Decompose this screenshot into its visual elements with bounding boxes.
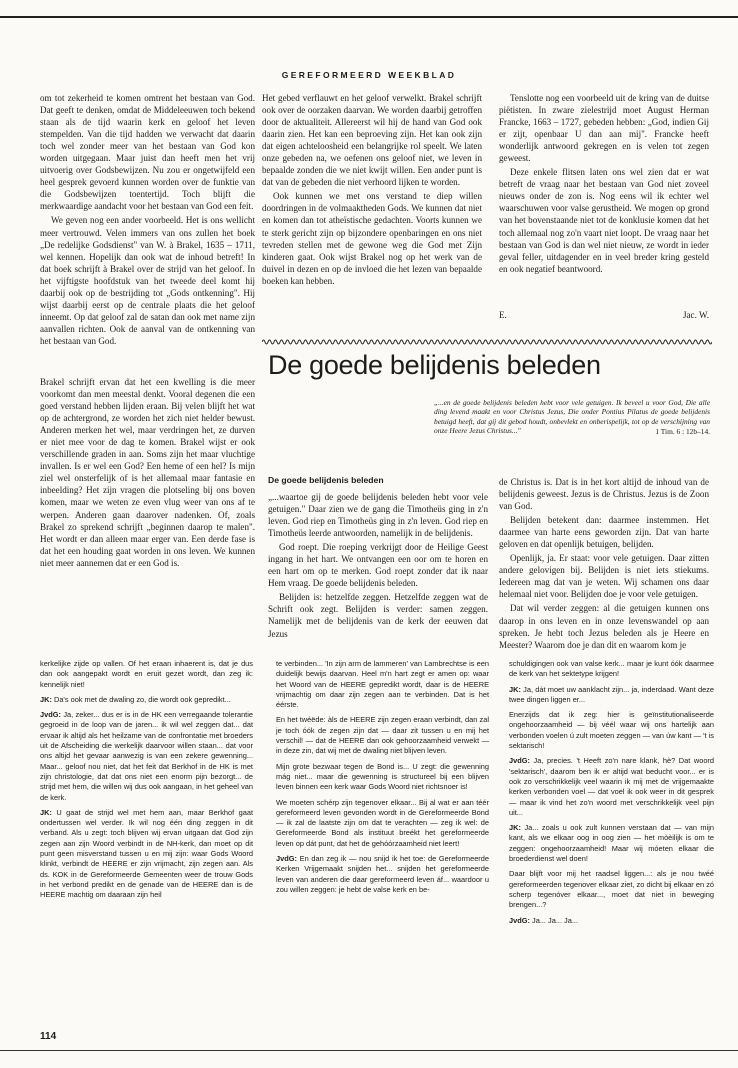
article-column-2 xyxy=(262,92,482,289)
speaker-label: JK: xyxy=(509,684,521,694)
signoff-left: E. xyxy=(499,310,507,320)
speaker-label: JK: xyxy=(40,807,52,817)
interview-paragraph xyxy=(509,659,714,680)
interview-paragraph xyxy=(40,710,253,803)
paragraph: Openlijk, ja. Er staat: voor vele getuigen. Daar zitten andere gelovigen bij. Belijden is niet iets stiekums. Iedereen mag dat van je weten. Wij schamen ons daar helemaal niet voor. Belijden doe je voor vele getuigen. xyxy=(499,553,709,600)
interview-paragraph xyxy=(276,854,489,895)
signoff-author: Jac. W. xyxy=(682,310,709,320)
epigraph-reference: 1 Tim. 6 : 12b–14. xyxy=(655,427,710,436)
interview-text: Mijn grote bezwaar tegen de Bond is... U zegt: die gewenning mág niet... maar die gewenning is structureel bij een blijven leven binnen een kerk waar Gods Woord niet richtsnoer is! xyxy=(276,761,489,792)
article-title: De goede belijdenis beleden xyxy=(268,350,601,380)
wavy-divider xyxy=(262,338,712,346)
interview-column-3 xyxy=(509,659,714,931)
paragraph: Deze enkele flitsen laten ons wel zien dat er wat betreft de vraag naar het bestaan van God niet zoveel nieuws onder de zon is. Nog eens wil ik echter wel waarschuwen voor valse gerustheid. We mogen op grond van het bovenstaande niet tot de konklusie komen dat het toch allemaal nog zo'n vaart niet loopt. De vraag naar het bestaan van God is dan wel niet nieuw, ze wordt in ieder geval feller, uitdagender en in veel breder kring gesteld en ook negatief beantwoord. xyxy=(499,167,709,274)
interview-paragraph xyxy=(509,756,714,818)
paragraph: We geven nog een ander voorbeeld. Het is ons wellicht meer vertrouwd. Velen immers van ons zullen het boek „De redelijke Godsdienst" van W. à Brakel, 1635 – 1711, wel kennen. Hopelijk dan ook wat de inhoud betreft! In dat boek schrijft à Brakel over de strijd van het geloof. In het vijftigste hoofdstuk van het tweede deel komt hij daarbij ook op de bestrijding tot „Gods ontkenning". Hij wijst daarbij eerst op de centrale plaats die het geloof inneemt. Op dat geloof zal de satan dan ook met name zijn aanvallen richten. Ook de aanval van de ontkenning van het bestaan van God. xyxy=(40,215,255,346)
interview-column-1 xyxy=(40,659,253,906)
speaker-label: JK: xyxy=(509,823,521,833)
interview-text: te verbinden... 'In zijn arm de lammeren' van Lambrechtse is een duidelijk bewijs daarvan. Heel m'n hart zegt er amen op: waar het Woord van de HEERE gepredikt wordt, daar is de HEERE vrijmachtig om daar zijn zegen aan te verbinden. Dat is het éérste. xyxy=(276,659,489,710)
speaker-label: JK: xyxy=(40,694,52,704)
interview-text: Ja... zoals u ook zult kunnen verstaan dat — van mijn kant, als we elkaar oog in oog zien — het mòèilijk is om te zeggen: ongehoorzaamheid! Maar wij móeten elkaar die broederdienst wel doen! xyxy=(509,823,714,864)
article-column-1 xyxy=(40,92,255,349)
interview-paragraph xyxy=(40,695,253,705)
interview-paragraph xyxy=(509,823,714,864)
paragraph: God roept. Die roeping verkrijgt door de Heilige Geest ingang in het hart. We ontvangen een oor om te horen en een hart om op te merken. God roept zonder dat ik naar Hem vraag. De goede belijdenis beleden. xyxy=(268,542,488,589)
interview-text: kerkelijke zijde op vallen. Of het eraan inhaerent is, dat je dus dan ook aangepakt wordt en eruit gezet wordt, dan zeg ik: kennelijk niet! xyxy=(40,659,253,689)
interview-text: We moeten schérp zijn tegenover elkaar... Bij al wat er aan téér gereformeerd leven gevonden wordt in de Gereformeerde Bond — ik zal de laatste zijn om dat te verachten — zeg ik wel: de Gereformeerde Bond als instituut breékt het gereformeerde leven op dát punt, dat het de gehóórzaamheid niet leert! xyxy=(276,797,489,848)
signoff xyxy=(499,310,709,320)
paragraph: Tenslotte nog een voorbeeld uit de kring van de duitse piëtisten. In zware zielestrijd moet August Herman Francke, 1663 – 1727, gebeden hebben: „God, indien Gij er zijt, openbaar U dan aan mij". Francke heeft wonderlijk antwoord gekregen en is velen tot zegen geweest. xyxy=(499,93,709,164)
speaker-label: JvdG: xyxy=(40,710,61,720)
interview-paragraph xyxy=(276,762,489,793)
paragraph: de Christus is. Dat is in het kort altijd de inhoud van de belijdenis geweest. Jezus is de Christus. Jezus is de Zoon van God. xyxy=(499,477,709,512)
interview-text: Ja, zeker... dus er is in de HK een verregaande tolerantie gegroeid in de loop van de jaren... ik wil wel zeggen dat... dat ervaar ik altijd als het heilzame van de confrontatie met broeders uit de Afscheiding die werkelijk daarvoor willen staan... dat voor ons altijd het gevaar aanwezig is van een zekere gewenning... Maar... geloof nou niet, dat het feit dat Berkhof in de HK is met zijn christologie, dat dat ons niet een enorm pijn bezorgt... de strijd met hem, die willen wij dus ook aangaan, in het geheel van de kerk. xyxy=(40,710,253,802)
interview-text: Da's ook met de dwaling zo, die wordt ook gepredikt... xyxy=(53,694,231,704)
interview-paragraph xyxy=(509,685,714,706)
paragraph: Het gebed verflauwt en het geloof verwelkt. Brakel schrijft ook over de oorzaken daarvan. We worden daarbij getroffen door de aktualiteit. Allereerst wil hij de hand van God ook daarin zien. Het kan een beproeving zijn. Het kan ook zijn dat eigen achteloosheid een belangrijke rol speelt. We laten onze gebeden na, we oefenen ons geloof niet, we leven in bepaalde zonden die we niet kwijt willen. Een ander punt is dat van de gebeden die niet verhoord lijken te worden. xyxy=(262,93,482,188)
paragraph: Belijden is: hetzelfde zeggen. Hetzelfde zeggen wat de Schrift ook zegt. Belijden is verder: samen zeggen. Namelijk met de belijdenis van de kerk der eeuwen dat Jezus xyxy=(268,592,488,639)
paragraph: om tot zekerheid te komen omtrent het bestaan van God. Dat geeft te denken, omdat de Middeleeuwen toch bekend staan als de tijd waarin kerk en geloof het leven stempelden. Van die tijd hadden we verwacht dat daarin toch wel zonder meer van het bestaan van God kon worden uitgegaan. Maar juist dan heeft men het vrij uitvoerig over Godsbewijzen. Nu zou er ongetwijfeld een heel gesprek gevoerd kunnen worden over de funktie van die Godsbewijzen toentertijd. Toch blijft die merkwaardige aandacht voor het bestaan van God een feit. xyxy=(40,93,255,212)
speaker-label: JvdG: xyxy=(509,915,530,925)
article-column-3 xyxy=(499,92,709,277)
article-column-1-continued xyxy=(40,376,255,571)
paragraph: „...waartoe gij de goede belijdenis beleden hebt voor vele getuigen." Daar zien we de gang die Timotheüs ging in z'n leven. God riep en Timotheüs ging in z'n leven. God riep en Timotheüs leerde antwoorden, namelijk in de belijdenis. xyxy=(268,492,488,539)
interview-text: U gaat de strijd wel met hem aan, maar Berkhof gaat ondertussen wel verder. Ik wil nog één ding zeggen in dit verband. Als u zegt: toch blijven wij ervan uitgaan dat God zijn zegen aan zijn Woord verbindt in de NH-kerk, dan moet op dit punt geen misverstand tussen u en mij zijn: waar Gods Woord klinkt, verbindt de HEERE er zijn vrijmacht, zijn zegen aan. Als ds. KOK in de Gereformeerde Gemeenten weer de trouw Gods in het verbond predikt en de genade van de HEERE dan is de HEERE machtig om daaraan zijn heil xyxy=(40,807,253,900)
interview-paragraph xyxy=(40,659,253,690)
speaker-label: JvdG: xyxy=(276,854,297,864)
paragraph: Ook kunnen we met ons verstand te diep willen doordringen in de volmaaktheden Gods. We kunnen dat niet en komen dan tot atheïstische gedachten. Voorts kunnen we te sterk gericht zijn op bijzondere openbaringen en ons niet tevreden stellen met de gewone weg die God met Zijn kinderen gaat. Ook wijst Brakel nog op het werk van de duivel in dezen en op de invloed die het lezen van bepaalde boeken kan hebben. xyxy=(262,191,482,286)
interview-text: Ja, precies. 't Heeft zo'n nare klank, hè? Dat woord 'sektarisch', daarom ben ik er altijd wat beducht voor... er is ook zo verschrikkelijk veel waarin ik mij met de vrijgemaakte kerken verbonden voel — dat voel ik ook weer in dit gesprek — maar ik vind het zo'n woord met verschrikkelijk veel pijn uit... xyxy=(509,756,715,817)
speaker-label: JvdG: xyxy=(509,756,530,766)
interview-paragraph xyxy=(509,710,714,751)
interview-paragraph xyxy=(276,715,489,756)
paragraph: Dat wil verder zeggen: al die getuigen kunnen ons daarop in ons leven en in onze levenswandel op aan spreken. Je hebt toch Jezus beleden als je Heere en Meester? Waarom doe je dan dit en waarom kom je xyxy=(499,603,709,650)
epigraph: „...en de goede belijdenis beleden hebt voor vele getuigen. Ik beveel u voor God, Die alle ding levend maakt en voor Christus Jezus, Die onder Pontius Pilatus de goede belijdenis betuigd heeft, dat gij dit gebod houdt, onbevlekt en onberispelijk, tot op de verschijning van onze Heere Jezus Christus..." xyxy=(434,398,710,436)
interview-paragraph xyxy=(276,798,489,849)
article-column-4 xyxy=(268,491,488,642)
article-column-5 xyxy=(499,476,709,653)
interview-column-2 xyxy=(276,659,489,900)
interview-text: En het twéëde: àls de HEERE zijn zegen eraan verbindt, dan zal je toch óók de zegen zijn dat — daar zit tussen u en mij het verschil! — dat de HEERE dan ook gehoorzaamheid verwekt — in deze zin, dat wij met de dwaling niet blijven leven. xyxy=(276,715,489,756)
interview-paragraph xyxy=(276,659,489,710)
interview-text: Ja... Ja... Ja... xyxy=(532,915,579,925)
interview-text: Ja, dát moet uw aanklacht zijn... ja, inderdaad. Want deze twee dingen liggen er... xyxy=(509,684,714,704)
interview-text: schuldigingen ook van valse kerk... maar je kunt óók daarmee de kerk van het sektetype krijgen! xyxy=(509,659,714,679)
interview-text: En dan zeg ik — nou snijd ik het toe: de Gereformeerde Kerken Vrijgemaakt snijden het... snijden het gereformeerde leven van anderen die daar gereformeerd leven áf... waardoor u zou willen zeggen: je hebt de valse kerk en be- xyxy=(276,854,489,894)
bottom-rule xyxy=(0,1050,738,1051)
section-subheading: De goede belijdenis beleden xyxy=(268,475,384,485)
interview-paragraph xyxy=(509,869,714,910)
paragraph: Belijden betekent dan: daarmee instemmen. Het daarmee van harte eens geworden zijn. Dat van harte geloven en dat openlijk betuigen, belijden. xyxy=(499,515,709,550)
interview-text: Daar blijft voor mij het raadsel liggen...: als je nou twéé gereformeerden tegenover elkaar ziet, zo dicht bij elkaar en zó scherp tegenóver elkaar..., moet dat niet in beweging brengen...? xyxy=(509,869,714,910)
paragraph: Brakel schrijft ervan dat het een kwelling is die meer voorkomt dan men meestal denkt. Vooral degenen die een goed verstand hebben lijden eraan. Bij velen blijft het wat op de achtergrond, ze worden het zich niet helder bewust. Anderen merken het wel, maar verdringen het, ze durven er niet mee voor de dag te komen. Brakel wijst er ook verschillende graden in aan. Soms zijn het maar vluchtige invallen. Is er wel een God? Een heme of een hel? Is mijn ziel wel onsterfelijk of is het allemaal maar fantasie en inbeelding? Het zijn vragen die plotseling bij ons boven komen, maar we weten ze even vlug weer van ons af te werpen. Anderen gaan daarover nadenken. Of, zoals Brakel zo sprekend schrijft „beginnen daarop te malen". Het wordt er dan alleen maar erger van. Een derde fase is dat het een houding gaat worden in ons leven. We kunnen niet meer aannemen dat er een God is. xyxy=(40,377,255,568)
interview-paragraph xyxy=(509,916,714,926)
running-header: GEREFORMEERD WEEKBLAD xyxy=(281,70,457,80)
page-number: 114 xyxy=(40,1031,57,1042)
interview-text: Enerzijds dat ik zeg: hier is geïnstitutionaliseerde ongehoorzaamheid — bij véél waar wij ons hartelijk aan verbonden voelen ú zult moeten zeggen — van úw kant — 't is sektarisch! xyxy=(509,710,714,751)
interview-paragraph xyxy=(40,808,253,901)
top-rule xyxy=(0,16,738,18)
